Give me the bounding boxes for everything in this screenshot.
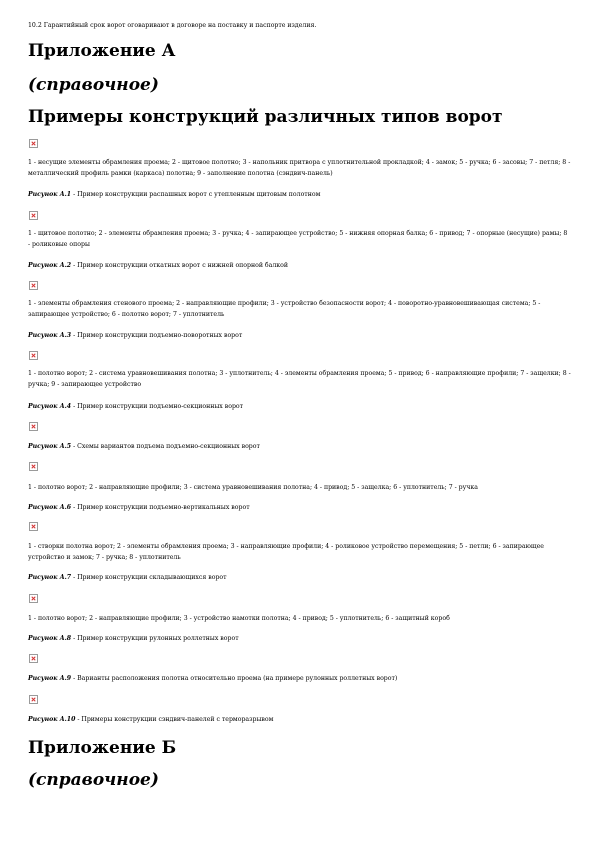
- broken-image-icon: [29, 211, 38, 220]
- figure-caption-label: Рисунок А.4: [28, 403, 72, 410]
- broken-image-icon: [29, 422, 38, 431]
- figure-legend: 1 - створки полотна ворот; 2 - элементы обрамления проема; 3 - направляющие профили; 4 - роликовое устройство перемещения; 5 - петли; 6 - запирающее устройство и замок; 7 - ручка; 8 - уплотнитель: [28, 543, 544, 561]
- appendix-a-subtitle: (справочное): [28, 75, 159, 95]
- broken-image-icon: [29, 139, 38, 148]
- figure-caption: [28, 503, 571, 513]
- figure-caption-text: - Пример конструкции подъемно-вертикальных ворот: [71, 504, 250, 511]
- figure-caption-text: - Пример конструкции подъемно-секционных ворот: [71, 403, 244, 410]
- intro-paragraph: 10.2 Гарантийный срок ворот оговаривают в договоре на поставку и паспорте изделия.: [28, 22, 317, 29]
- broken-image-icon: [29, 594, 38, 603]
- appendix-a-heading: Примеры конструкций различных типов ворот: [28, 107, 503, 127]
- figure-caption: [28, 331, 571, 341]
- figure-caption: [28, 573, 571, 583]
- figure-legend: 1 - элементы обрамления стенового проема; 2 - направляющие профили; 3 - устройство безопасности ворот; 4 - поворотно-уравновешивающая система; 5 - запирающее устройство; 6 - полотно ворот; 7 - уплотнитель: [28, 300, 541, 318]
- figure-caption-label: Рисунок А.10: [28, 716, 76, 723]
- broken-image-icon: [29, 522, 38, 531]
- figure-legend: 1 - щитовое полотно; 2 - элементы обрамления проема; 3 - ручка; 4 - запирающее устройство; 5 - нижняя опорная балка; 6 - привод; 7 - опорные (несущие) рамы; 8 - роликовые опоры: [28, 230, 568, 248]
- figure-legend: 1 - несущие элементы обрамления проема; 2 - щитовое полотно; 3 - напольник притвора с уплотнительной прокладкой; 4 - замок; 5 - ручка; 6 - засовы; 7 - петля; 8 - металлический профиль рамки (каркаса) полотна; 9 - заполнение полотна (сэндвич-панель): [28, 159, 571, 177]
- figure-caption-text: - Варианты расположения полотна относительно проема (на примере рулонных роллетных ворот): [71, 675, 398, 682]
- figure-caption-text: - Пример конструкции откатных ворот с нижней опорной балкой: [71, 262, 288, 269]
- figure-legend: 1 - полотно ворот; 2 - система уравновешивания полотна; 3 - уплотнитель; 4 - элементы обрамления проема; 5 - привод; 6 - направляющие профили; 7 - защелки; 8 - ручка; 9 - запирающее устройство: [28, 370, 571, 388]
- figure-caption-label: Рисунок А.7: [28, 574, 72, 581]
- figure-caption: [28, 674, 571, 684]
- appendix-b-subtitle: (справочное): [28, 770, 159, 790]
- appendix-a-title: Приложение А: [28, 41, 176, 61]
- figure-caption-label: Рисунок А.3: [28, 332, 72, 339]
- broken-image-icon: [29, 654, 38, 663]
- figure-caption-label: Рисунок А.6: [28, 504, 72, 511]
- figure-caption-label: Рисунок А.8: [28, 635, 72, 642]
- figure-legend: 1 - полотно ворот; 2 - направляющие профили; 3 - система уравновешивания полотна; 4 - привод; 5 - защелка; 6 - уплотнитель; 7 - ручка: [28, 484, 478, 491]
- figure-caption: [28, 261, 571, 271]
- figure-caption-label: Рисунок А.9: [28, 675, 72, 682]
- figure-caption-label: Рисунок А.2: [28, 262, 72, 269]
- figure-caption: [28, 634, 571, 644]
- figure-caption-text: - Примеры конструкции сэндвич-панелей с терморазрывом: [75, 716, 274, 723]
- figure-caption-label: Рисунок А.5: [28, 443, 72, 450]
- appendix-b-title: Приложение Б: [28, 738, 177, 758]
- broken-image-icon: [29, 462, 38, 471]
- figure-legend: 1 - полотно ворот; 2 - направляющие профили; 3 - устройство намотки полотна; 4 - привод; 5 - уплотнитель; 6 - защитный короб: [28, 615, 450, 622]
- broken-image-icon: [29, 281, 38, 290]
- broken-image-icon: [29, 351, 38, 360]
- figure-caption: [28, 442, 571, 452]
- figure-caption: [28, 190, 571, 200]
- broken-image-icon: [29, 695, 38, 704]
- figure-caption: [28, 402, 571, 412]
- figure-caption: [28, 715, 571, 725]
- figure-caption-text: - Схемы вариантов подъема подъемно-секционных ворот: [71, 443, 260, 450]
- figure-caption-text: - Пример конструкции складывающихся ворот: [71, 574, 227, 581]
- figure-caption-label: Рисунок А.1: [28, 191, 72, 198]
- figure-caption-text: - Пример конструкции подъемно-поворотных ворот: [71, 332, 243, 339]
- figure-caption-text: - Пример конструкции рулонных роллетных ворот: [71, 635, 239, 642]
- figure-caption-text: - Пример конструкции распашных ворот с утепленным щитовым полотном: [71, 191, 321, 198]
